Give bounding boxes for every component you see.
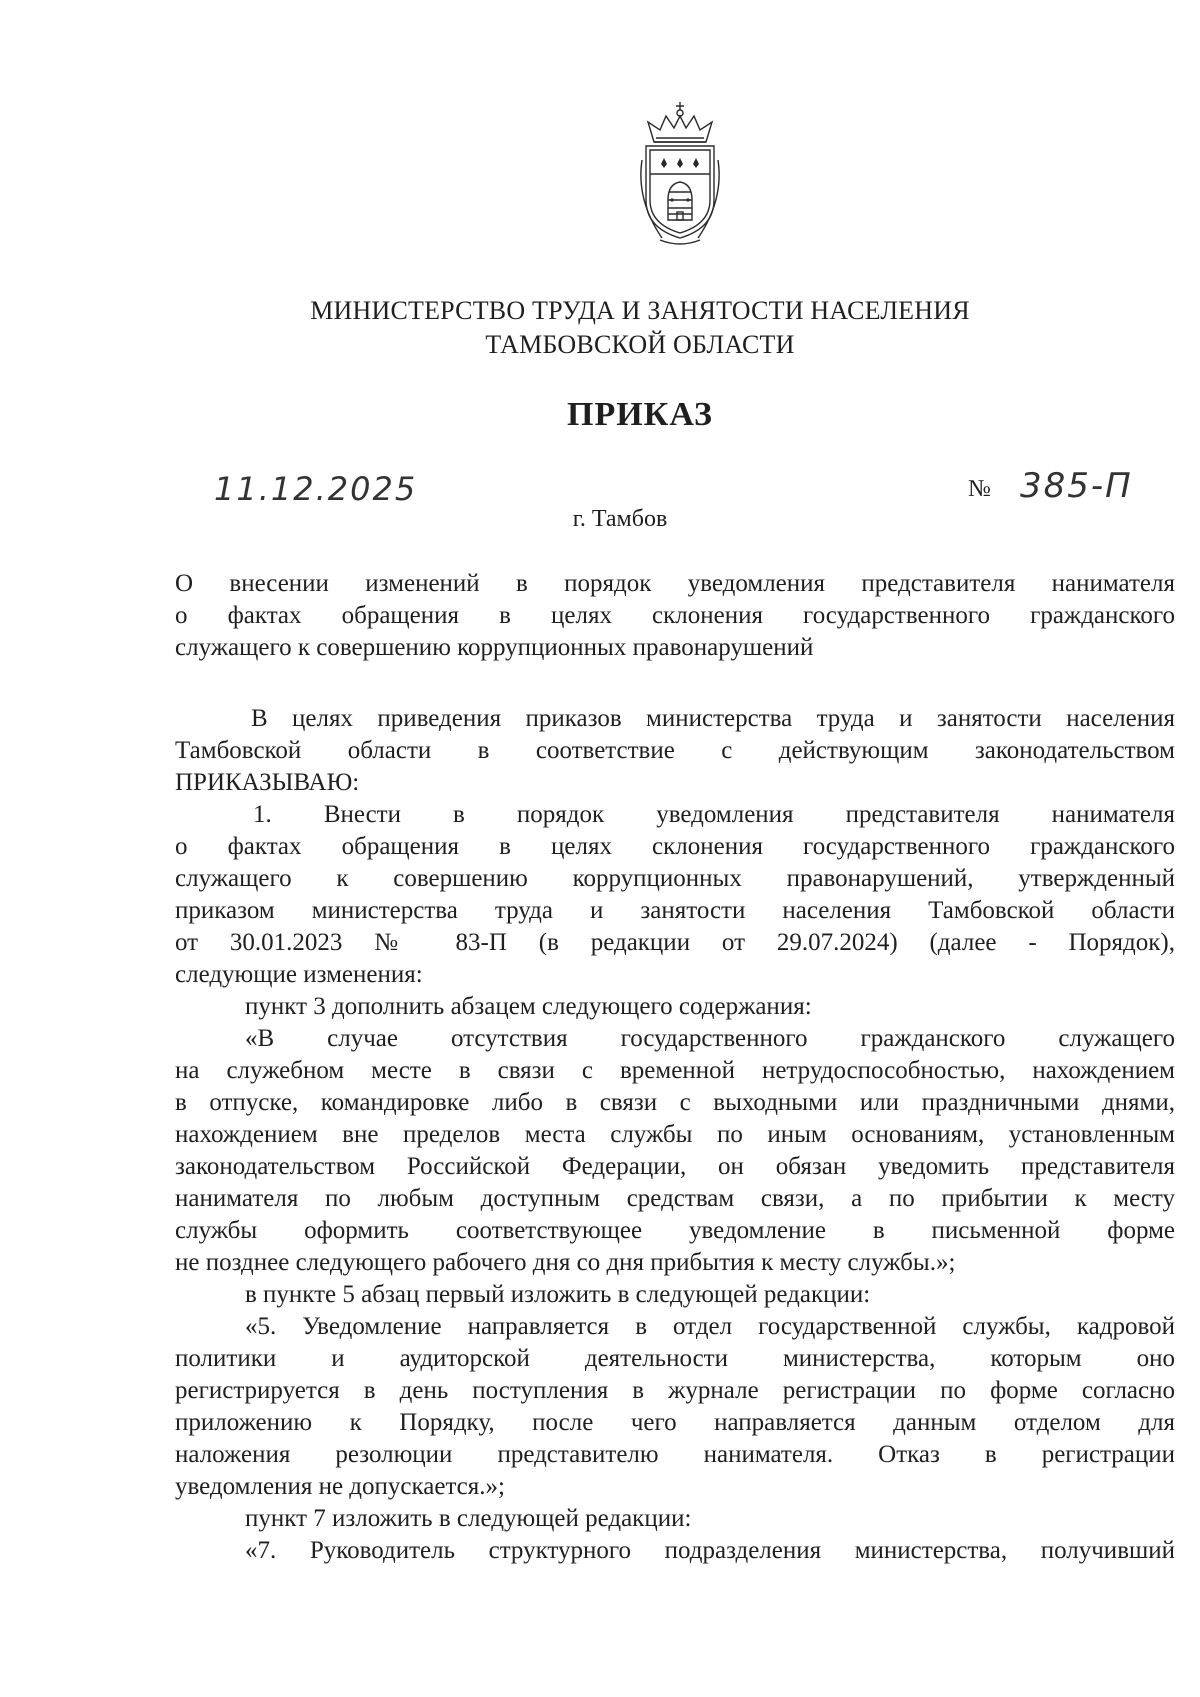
body-line: нахождением вне пределов места службы по иным основаниям, установленным (175, 1121, 1175, 1148)
body-line: «В случае отсутствия государственного гражданского служащего (245, 1025, 1175, 1052)
body-line: ПРИКАЗЫВАЮ: (175, 769, 360, 796)
city-name: г. Тамбов (572, 506, 668, 532)
body-line: пункт 7 изложить в следующей редакции: (245, 1505, 692, 1532)
body-line: уведомления не допускается.»; (175, 1473, 505, 1500)
body-line: о фактах обращения в целях склонения государственного гражданского (175, 833, 1175, 860)
body-line: Тамбовской области в соответствие с действующим законодательством (175, 737, 1175, 764)
body-line: «7. Руководитель структурного подразделения министерства, получивший (245, 1537, 1175, 1564)
handwritten-order-number: 385-П (1020, 466, 1133, 506)
body-line: «5. Уведомление направляется в отдел государственной службы, кадровой (245, 1313, 1175, 1340)
document-type-title: ПРИКАЗ (567, 396, 713, 433)
subject-line: о фактах обращения в целях склонения государственного гражданского (175, 602, 1175, 629)
ministry-name-line1: МИНИСТЕРСТВО ТРУДА И ЗАНЯТОСТИ НАСЕЛЕНИЯ (310, 296, 970, 325)
subject-line: О внесении изменений в порядок уведомления представителя нанимателя (175, 570, 1175, 597)
body-line: нанимателя по любым доступным средствам связи, а по прибытии к месту (175, 1185, 1175, 1212)
body-line: на служебном месте в связи с временной нетрудоспособностью, нахождением (175, 1057, 1175, 1084)
order-body (175, 703, 1175, 1567)
order-subject (175, 568, 1175, 664)
body-line: не позднее следующего рабочего дня со дня прибытия к месту службы.»; (175, 1249, 956, 1276)
body-line: политики и аудиторской деятельности министерства, которым оно (175, 1345, 1175, 1372)
body-line: наложения резолюции представителю нанимателя. Отказ в регистрации (175, 1441, 1175, 1468)
body-line: в отпуске, командировке либо в связи с выходными или праздничными днями, (175, 1089, 1175, 1116)
body-line: регистрируется в день поступления в журнале регистрации по форме согласно (175, 1377, 1175, 1404)
body-line: следующие изменения: (175, 961, 423, 988)
ministry-name-line2: ТАМБОВСКОЙ ОБЛАСТИ (485, 330, 795, 359)
body-line: службы оформить соответствующее уведомление в письменной форме (175, 1217, 1175, 1244)
body-line: приложению к Порядку, после чего направляется данным отделом для (175, 1409, 1175, 1436)
body-line: от 30.01.2023 № 83-П (в редакции от 29.07.2024) (далее - Порядок), (175, 929, 1175, 956)
body-line: законодательством Российской Федерации, он обязан уведомить представителя (175, 1153, 1175, 1180)
body-line: пункт 3 дополнить абзацем следующего содержания: (245, 993, 812, 1020)
body-line: В целях приведения приказов министерства труда и занятости населения (251, 705, 1175, 732)
number-label: № (968, 476, 991, 502)
subject-line: служащего к совершению коррупционных правонарушений (175, 634, 814, 661)
handwritten-date: 11.12.2025 (214, 470, 418, 508)
tambov-coat-of-arms-icon (632, 100, 728, 250)
body-line: служащего к совершению коррупционных правонарушений, утвержденный (175, 865, 1175, 892)
body-line: 1. Внести в порядок уведомления представителя нанимателя (253, 801, 1175, 828)
body-line: приказом министерства труда и занятости населения Тамбовской области (175, 897, 1175, 924)
body-line: в пункте 5 абзац первый изложить в следующей редакции: (245, 1281, 871, 1308)
